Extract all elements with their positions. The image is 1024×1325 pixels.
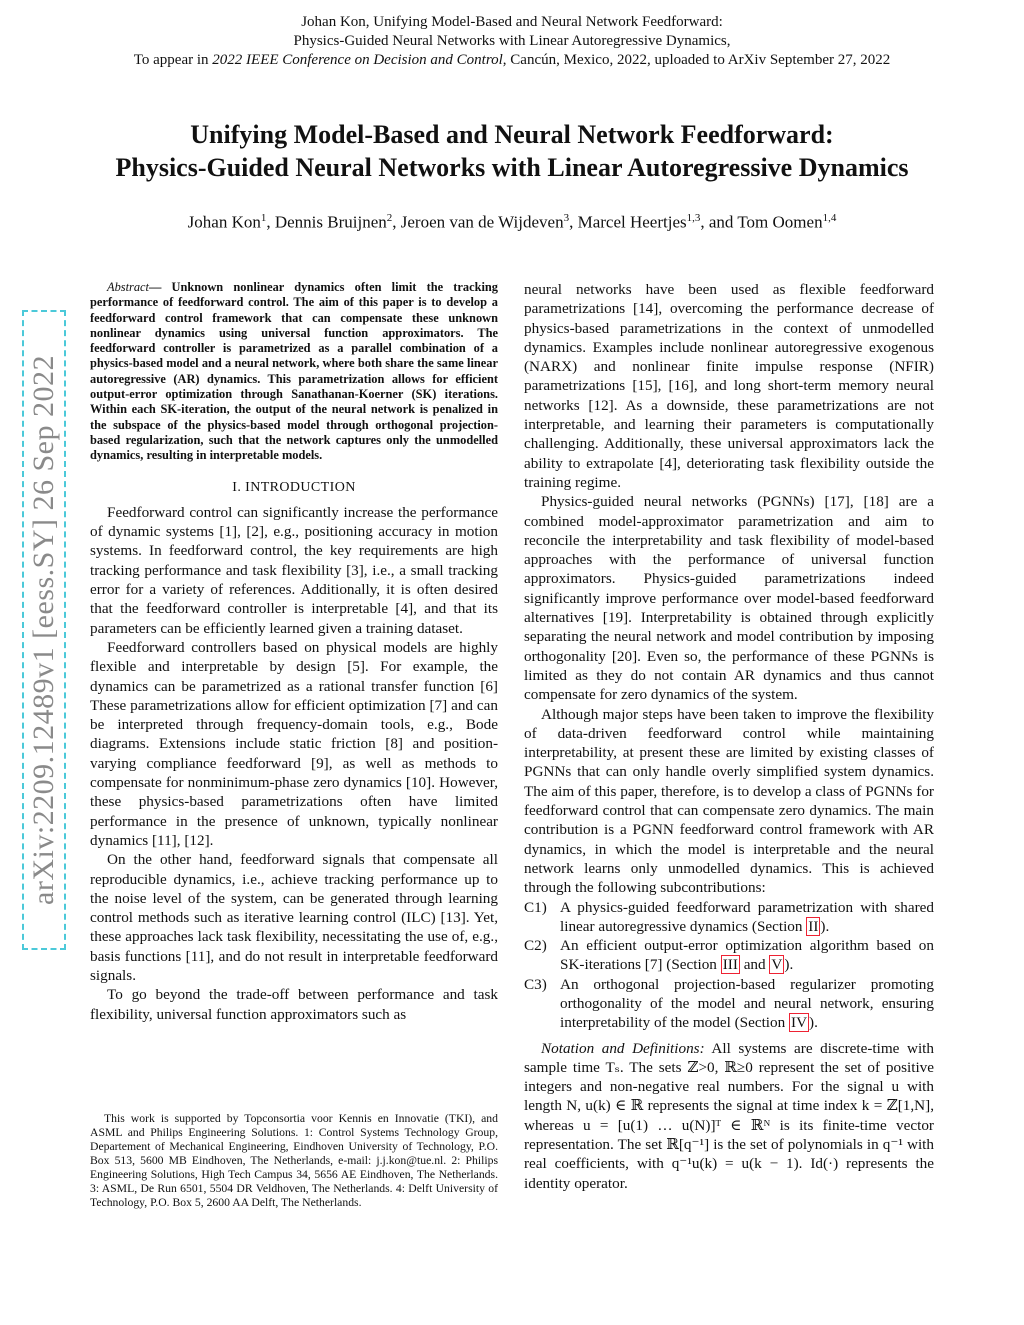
arxiv-stamp-text: arXiv:2209.12489v1 [eess.SY] 26 Sep 2022 [27, 355, 60, 905]
paper-title: Unifying Model-Based and Neural Network Feedforward: Physics-Guided Neural Networks with Linear Autoregressive Dynamics [115, 120, 909, 182]
right-paragraph-1: neural networks have been used as flexible feedforward parametrizations [14], overcoming the performance decrease of physics-based parametrizations in the context of unmodelled dynamics. Examples include nonlinear autoregressive exogenous (NARX) and nonlinear finite impulse response (NFIR) parametrizations [15], [16], and long short-term memory neural networks [12]. As a downside, these parametrizations are not interpretable, and learning their parameters is computationally challenging. Additionally, these universal approximators lack the ability to extrapolate [4], deteriorating task flexibility outside the training regime. [524, 281, 934, 491]
notation-paragraph: Notation and Definitions: All systems are discrete-time with sample time Tₛ. The sets ℤ>0, ℝ≥0 represent the set of positive integers and non-negative real numbers. For the signal u with length N, u(k) ∈ ℝ represents the signal at time index k = ℤ[1,N], whereas u = [u(1) … u(N)]ᵀ ∈ ℝᴺ is its finite-time vector representation. The set ℝ[q⁻¹] is the set of polynomials in q⁻¹ with real coefficients, with q⁻¹u(k) = u(k − 1). Id(·) represents the identity operator. [524, 1039, 934, 1192]
right-column [524, 280, 934, 1193]
intro-paragraph-4: To go beyond the trade-off between performance and task flexibility, universal function approximators such as [90, 986, 498, 1023]
section-link-ii[interactable]: II [808, 917, 819, 935]
left-column [90, 280, 498, 1024]
intro-paragraph-2: Feedforward controllers based on physical models are highly flexible and interpretable by design [5]. For example, the dynamics can be parametrized as a rational transfer function [6] These parametrizations allow for efficient optimization [7] and can be interpreted through frequency-domain tools, e.g., Bode diagrams. Extensions include static friction [8] and position-varying compliance feedforward [9], as well as methods to compensate for nonminimum-phase zero dynamics [10]. However, these physics-based parametrizations often have limited performance in the presence of unknown, typically nonlinear dynamics [11], [12]. [90, 638, 498, 849]
section-link-v[interactable]: V [771, 956, 783, 974]
author-list: Johan Kon$^1$, Dennis Bruijnen$^2$, Jeroen van de Wijdeven$^3$, Marcel Heertjes$^{1,3}$, and Tom Oomen$^{1,4}$ [187, 212, 837, 232]
header-line-2: Physics-Guided Neural Networks with Linear Autoregressive Dynamics, [293, 33, 731, 49]
right-paragraph-2: Physics-guided neural networks (PGNNs) [17], [18] are a combined model-approximator parametrization and aim to reconcile the interpretability and task flexibility of model-based approaches with the performance of universal function approximators. Physics-guided parametrizations indeed significantly improve performance over model-based feedforward alternatives [19]. Interpretability is obtained through explicitly separating the neural network and model contribution by imposing orthogonality [20]. Even so, the performance of these PGNNs is limited as they do not contain AR dynamics and thus cannot compensate for zero dynamics of the system. [524, 493, 934, 704]
running-header [0, 13, 1024, 70]
header-line-3: To appear in 2022 IEEE Conference on Decision and Control, Cancún, Mexico, 2022, uploaded to ArXiv September 27, 2022 [133, 52, 891, 68]
intro-paragraph-3: On the other hand, feedforward signals that compensate all reproducible dynamics, i.e., achieve tracking performance up to the noise level of the system, can be generated through learning control methods such as iterative learning control (ILC) [13]. Yet, these approaches lack task flexibility, necessitating the use of, e.g., basis functions [11], and do not result in interpretable feedforward signals. [90, 851, 498, 984]
contribution-c3: C3) An orthogonal projection-based regularizer promoting orthogonality of the model and neural network, ensuring interpretability of the model (Section IV ). [524, 975, 934, 1032]
contribution-c1: C1) A physics-guided feedforward parametrization with shared linear autoregressive dynamics (Section II ). [524, 898, 934, 935]
arxiv-stamp[interactable] [22, 310, 66, 950]
footnote: This work is supported by Topconsortia voor Kennis en Innovatie (TKI), and ASML and Philips Engineering Solutions. 1: Control Systems Technology Group, Departement of Mechanical Engineering, Eindhoven University of Technology, P.O. Box 513, 5600 MB Eindhoven, The Netherlands, e-mail: j.j.kon@tue.nl. 2: Philips Engineering Solutions, High Tech Campus 34, 5656 AE Eindhoven, The Netherlands. 3: ASML, De Run 6501, 5504 DR Veldhoven, The Netherlands. 4: Delft University of Technology, P.O. Box 5, 2600 AA Delft, The Netherlands. [90, 1112, 498, 1209]
section-link-iii[interactable]: III [722, 956, 738, 974]
header-line-1: Johan Kon, Unifying Model-Based and Neural Network Feedforward: [301, 14, 723, 30]
right-paragraph-3: Although major steps have been taken to improve the flexibility of data-driven feedforward control while maintaining interpretability, at present these are limited by existing classes of PGNNs that can only handle overly simplified system dynamics. The aim of this paper, therefore, is to develop a class of PGNNs for feedforward control that can compensate zero dynamics. The main contribution is a PGNN feedforward control framework with AR dynamics, in which the model is interpretable and the neural network learns only unmodelled dynamics. This is achieved through the following subcontributions: [524, 705, 934, 897]
intro-paragraph-1: Feedforward control can significantly increase the performance of dynamic systems [1], [2], e.g., positioning accuracy in motion systems. In feedforward control, the key requirements are high tracking performance and task flexibility [3], i.e., a small tracking error for a variety of references. Additionally, it is often desired that the feedforward controller is interpretable [4], and that its parameters can be efficiently learned given a training dataset. [90, 503, 498, 637]
section-link-iv[interactable]: IV [791, 1014, 808, 1032]
contribution-c2: C2) An efficient output-error optimization algorithm based on SK-iterations [7] (Section III and V ). [524, 937, 934, 974]
section-heading-introduction: I. INTRODUCTION [232, 479, 356, 495]
abstract: Abstract— Unknown nonlinear dynamics often limit the tracking performance of feedforward control. The aim of this paper is to develop a feedforward control framework that can compensate these unknown nonlinear dynamics using universal function approximators. The feedforward controller is parametrized as a parallel combination of a physics-based model and a neural network, where both share the same linear autoregressive (AR) dynamics. This parametrization allows for efficient output-error optimization through Sanathanan-Koerner (SK) iterations. Within each SK-iteration, the output of the neural network is penalized in the subspace of the physics-based model through orthogonal projection-based regularization, such that the network captures only the unmodelled dynamics, resulting in interpretable models. [90, 280, 498, 463]
